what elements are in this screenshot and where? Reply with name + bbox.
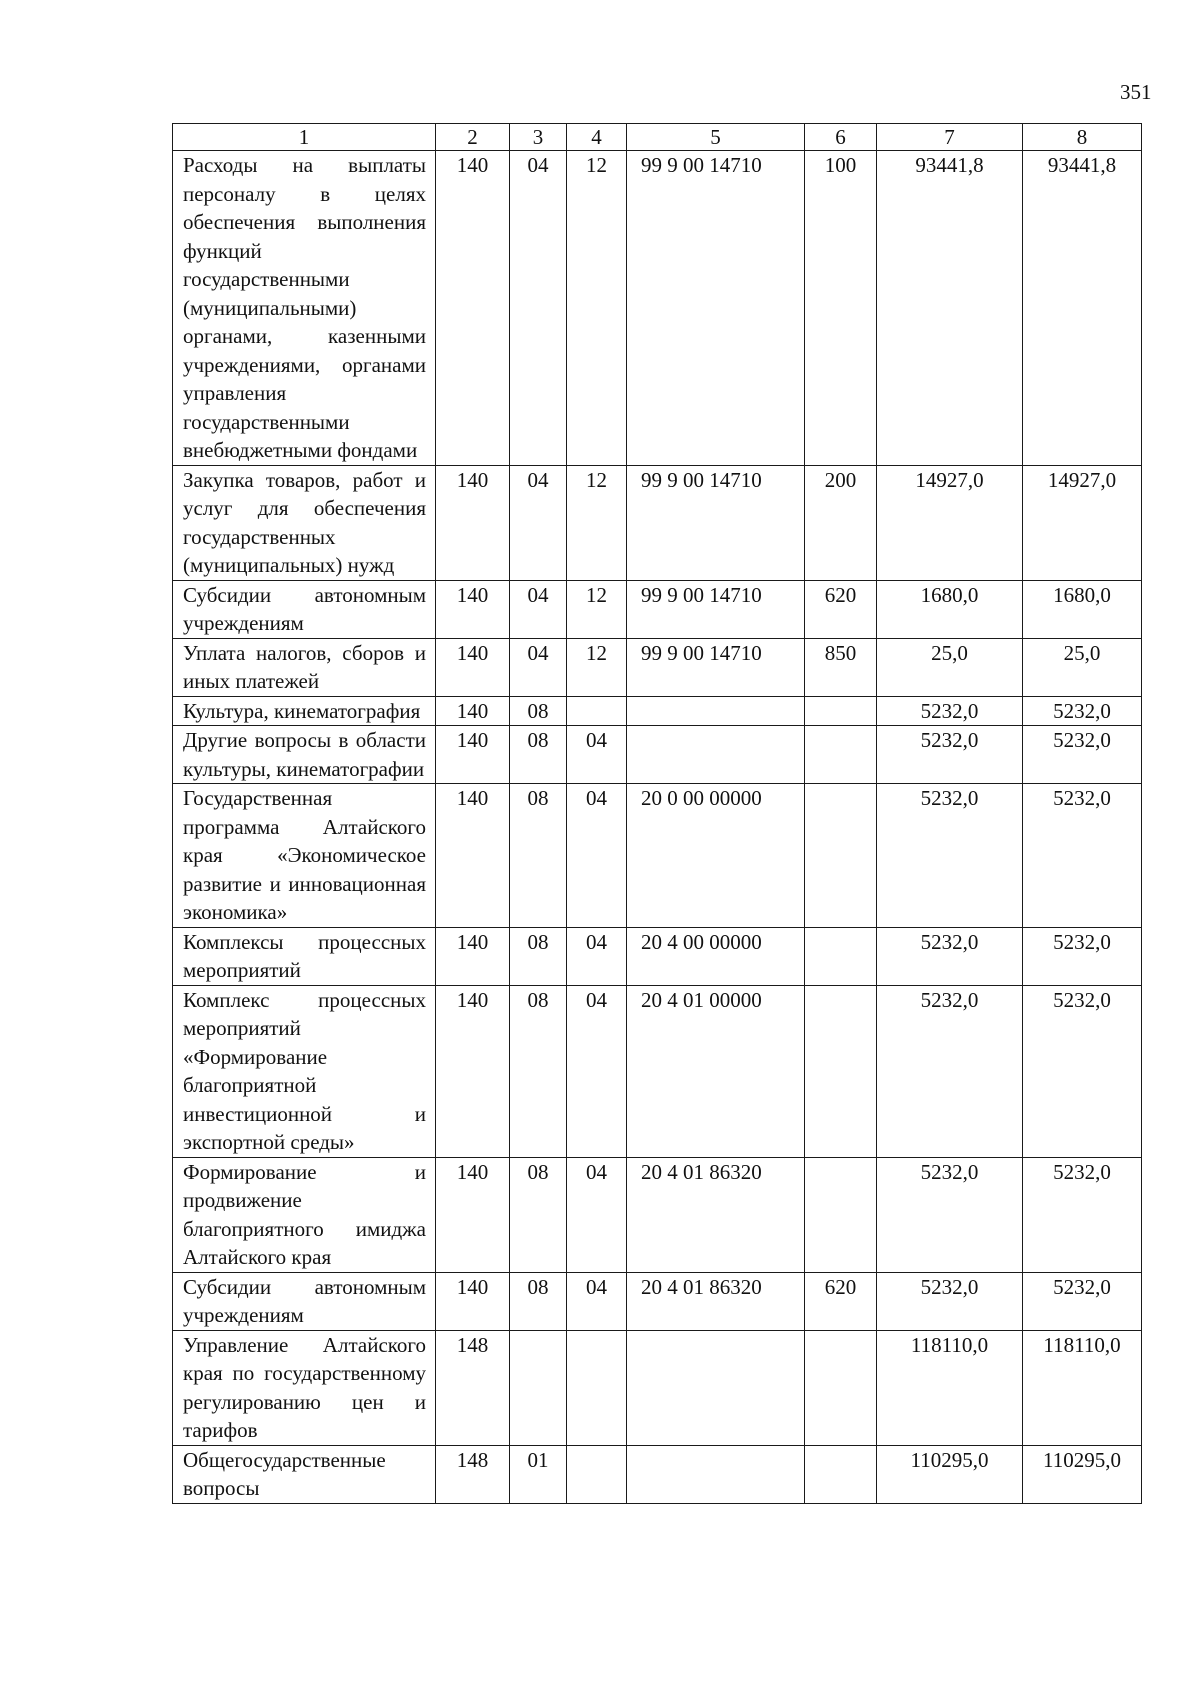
row-name: Комплекс процессных мероприятий «Формирование благоприятной инвестиционной и экспортной среды» [173, 985, 436, 1157]
row-name: Комплексы процессных мероприятий [173, 927, 436, 985]
cell-col-7: 5232,0 [877, 927, 1023, 985]
cell-col-8: 1680,0 [1023, 580, 1142, 638]
table-row [173, 1330, 1142, 1445]
cell-col-8: 5232,0 [1023, 696, 1142, 726]
cell-col-4 [567, 1330, 627, 1445]
cell-col-4: 04 [567, 927, 627, 985]
cell-col-6: 200 [805, 465, 877, 580]
cell-col-2: 140 [436, 638, 510, 696]
cell-col-3: 04 [510, 465, 567, 580]
cell-col-2: 140 [436, 927, 510, 985]
cell-col-2: 140 [436, 985, 510, 1157]
row-name: Субсидии автономным учреждениям [173, 1272, 436, 1330]
cell-col-6 [805, 784, 877, 928]
cell-col-5: 99 9 00 14710 [627, 638, 805, 696]
cell-col-8: 118110,0 [1023, 1330, 1142, 1445]
cell-col-4: 04 [567, 784, 627, 928]
table-row [173, 1272, 1142, 1330]
cell-col-7: 110295,0 [877, 1445, 1023, 1503]
cell-col-7: 5232,0 [877, 1157, 1023, 1272]
column-header-4: 4 [567, 124, 627, 151]
cell-col-3: 04 [510, 580, 567, 638]
cell-col-4: 12 [567, 465, 627, 580]
cell-col-3: 08 [510, 1272, 567, 1330]
cell-col-2: 148 [436, 1330, 510, 1445]
table-row [173, 151, 1142, 466]
cell-col-6: 850 [805, 638, 877, 696]
cell-col-4: 04 [567, 1272, 627, 1330]
cell-col-7: 5232,0 [877, 1272, 1023, 1330]
column-header-2: 2 [436, 124, 510, 151]
cell-col-5: 20 4 00 00000 [627, 927, 805, 985]
header-row [173, 124, 1142, 151]
cell-col-7: 93441,8 [877, 151, 1023, 466]
cell-col-4: 12 [567, 151, 627, 466]
cell-col-7: 5232,0 [877, 985, 1023, 1157]
cell-col-7: 5232,0 [877, 726, 1023, 784]
cell-col-4: 12 [567, 638, 627, 696]
column-header-5: 5 [627, 124, 805, 151]
cell-col-8: 5232,0 [1023, 784, 1142, 928]
cell-col-2: 148 [436, 1445, 510, 1503]
table-row [173, 1157, 1142, 1272]
table-row [173, 638, 1142, 696]
cell-col-5: 20 4 01 86320 [627, 1157, 805, 1272]
row-name: Культура, кинематография [173, 696, 436, 726]
cell-col-5 [627, 1445, 805, 1503]
cell-col-8: 5232,0 [1023, 1272, 1142, 1330]
cell-col-2: 140 [436, 1272, 510, 1330]
cell-col-3: 08 [510, 726, 567, 784]
cell-col-3: 08 [510, 1157, 567, 1272]
cell-col-4 [567, 1445, 627, 1503]
row-name: Закупка товаров, работ и услуг для обеспечения государственных (муниципальных) нужд [173, 465, 436, 580]
cell-col-5: 99 9 00 14710 [627, 465, 805, 580]
table-row [173, 726, 1142, 784]
cell-col-6 [805, 985, 877, 1157]
cell-col-3: 08 [510, 696, 567, 726]
table-row [173, 580, 1142, 638]
cell-col-2: 140 [436, 151, 510, 466]
cell-col-6 [805, 1330, 877, 1445]
row-name: Общегосударственные вопросы [173, 1445, 436, 1503]
table-row [173, 1445, 1142, 1503]
cell-col-6 [805, 726, 877, 784]
cell-col-3: 04 [510, 638, 567, 696]
column-header-6: 6 [805, 124, 877, 151]
cell-col-3: 08 [510, 927, 567, 985]
cell-col-3: 08 [510, 985, 567, 1157]
cell-col-8: 14927,0 [1023, 465, 1142, 580]
cell-col-7: 5232,0 [877, 784, 1023, 928]
cell-col-5: 20 4 01 00000 [627, 985, 805, 1157]
cell-col-8: 5232,0 [1023, 927, 1142, 985]
cell-col-8: 5232,0 [1023, 726, 1142, 784]
cell-col-6 [805, 927, 877, 985]
cell-col-4: 12 [567, 580, 627, 638]
cell-col-7: 1680,0 [877, 580, 1023, 638]
column-header-3: 3 [510, 124, 567, 151]
cell-col-4: 04 [567, 985, 627, 1157]
row-name: Уплата налогов, сборов и иных платежей [173, 638, 436, 696]
column-header-8: 8 [1023, 124, 1142, 151]
cell-col-7: 5232,0 [877, 696, 1023, 726]
cell-col-5 [627, 696, 805, 726]
cell-col-6 [805, 696, 877, 726]
row-name: Формирование и продвижение благоприятного имиджа Алтайского края [173, 1157, 436, 1272]
page-number: 351 [1120, 80, 1152, 104]
cell-col-3: 08 [510, 784, 567, 928]
cell-col-7: 14927,0 [877, 465, 1023, 580]
row-name: Управление Алтайского края по государственному регулированию цен и тарифов [173, 1330, 436, 1445]
cell-col-6 [805, 1157, 877, 1272]
table-row [173, 465, 1142, 580]
cell-col-5: 99 9 00 14710 [627, 151, 805, 466]
cell-col-8: 5232,0 [1023, 985, 1142, 1157]
cell-col-5: 99 9 00 14710 [627, 580, 805, 638]
row-name: Государственная программа Алтайского края «Экономическое развитие и инновационная экономика» [173, 784, 436, 928]
table-row [173, 985, 1142, 1157]
cell-col-5 [627, 726, 805, 784]
cell-col-8: 25,0 [1023, 638, 1142, 696]
cell-col-7: 25,0 [877, 638, 1023, 696]
table-row [173, 927, 1142, 985]
cell-col-6: 100 [805, 151, 877, 466]
column-header-1: 1 [173, 124, 436, 151]
cell-col-2: 140 [436, 696, 510, 726]
cell-col-2: 140 [436, 1157, 510, 1272]
table-row [173, 696, 1142, 726]
cell-col-3 [510, 1330, 567, 1445]
cell-col-4 [567, 696, 627, 726]
cell-col-6: 620 [805, 1272, 877, 1330]
cell-col-2: 140 [436, 784, 510, 928]
row-name: Расходы на выплаты персоналу в целях обеспечения выполнения функций государственными (муниципальными) органами, казенными учреждениями, органами управления государственными внебюджетными фондами [173, 151, 436, 466]
cell-col-6 [805, 1445, 877, 1503]
cell-col-3: 04 [510, 151, 567, 466]
cell-col-5: 20 4 01 86320 [627, 1272, 805, 1330]
cell-col-4: 04 [567, 1157, 627, 1272]
cell-col-5: 20 0 00 00000 [627, 784, 805, 928]
cell-col-8: 110295,0 [1023, 1445, 1142, 1503]
budget-table [172, 123, 1142, 1504]
cell-col-3: 01 [510, 1445, 567, 1503]
cell-col-2: 140 [436, 726, 510, 784]
row-name: Другие вопросы в области культуры, кинематографии [173, 726, 436, 784]
cell-col-8: 5232,0 [1023, 1157, 1142, 1272]
cell-col-2: 140 [436, 465, 510, 580]
cell-col-6: 620 [805, 580, 877, 638]
cell-col-4: 04 [567, 726, 627, 784]
cell-col-8: 93441,8 [1023, 151, 1142, 466]
cell-col-5 [627, 1330, 805, 1445]
cell-col-2: 140 [436, 580, 510, 638]
cell-col-7: 118110,0 [877, 1330, 1023, 1445]
table-row [173, 784, 1142, 928]
row-name: Субсидии автономным учреждениям [173, 580, 436, 638]
column-header-7: 7 [877, 124, 1023, 151]
